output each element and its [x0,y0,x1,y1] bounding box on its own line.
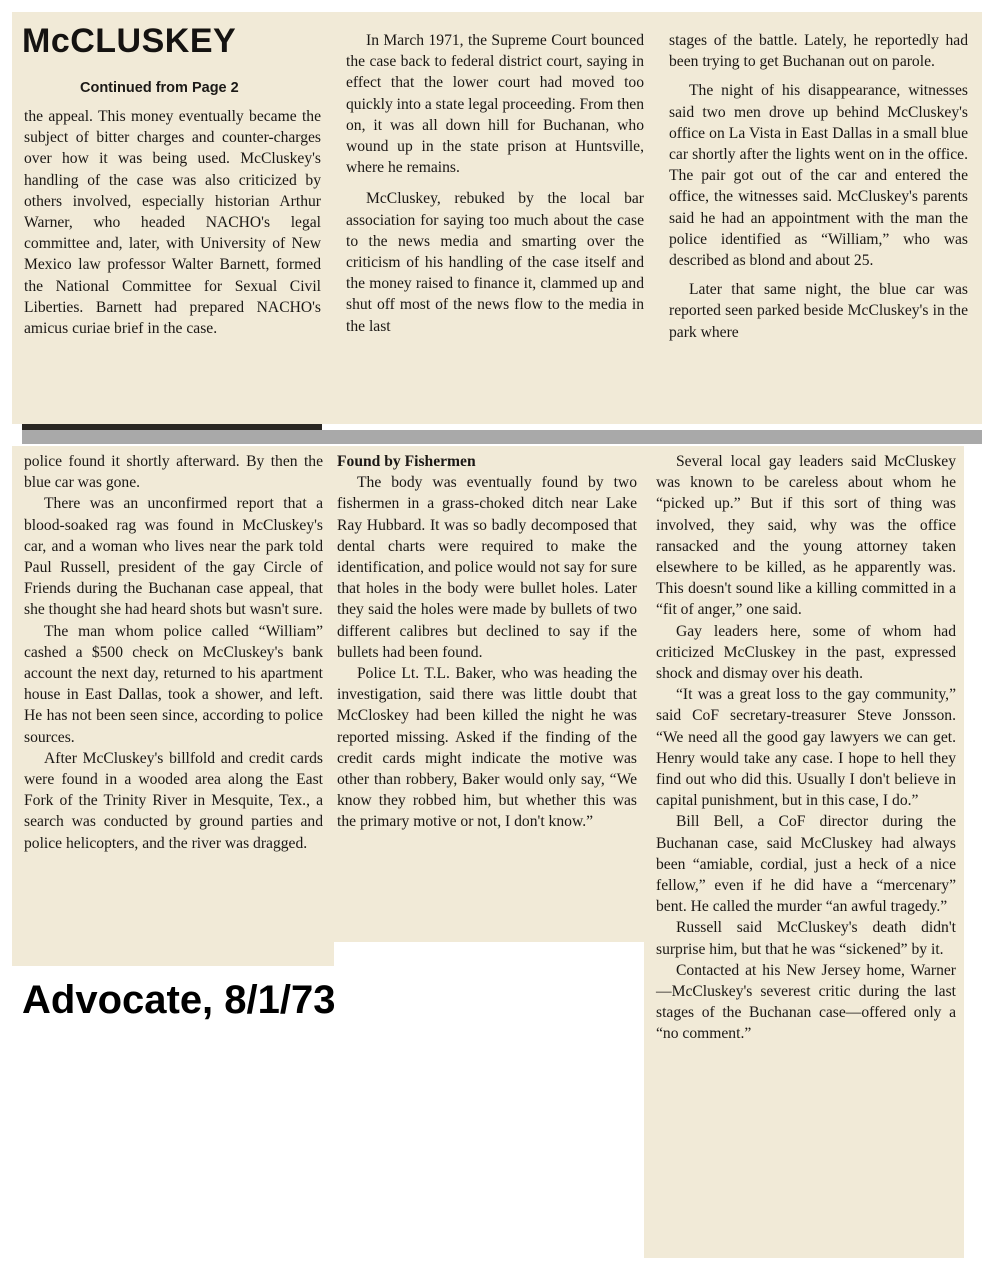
bottom-column-1 [24,451,323,854]
top-column-3 [669,30,968,343]
paragraph: Russell said McCluskey's death didn't surprise him, but that he was “sickened” by it. [656,919,956,958]
paragraph: Bill Bell, a CoF director during the Buchanan case, said McCluskey had always been “amiable, cordial, just a heck of a nice fellow,” even if he did have a “mercenary” bent. He called the murder “an awful tragedy.” [656,813,956,916]
paragraph: McCluskey, rebuked by the local bar association for saying too much about the case to the news media and smarting over the criticism of his handling of the case itself and the money raised to finance it, clammed up and shut off most of the news flow to the media in the last [346,190,644,335]
paragraph: stages of the battle. Lately, he reportedly had been trying to get Buchanan out on parole. [669,32,968,71]
divider-bar [22,430,982,444]
paragraph: There was an unconfirmed report that a blood-soaked rag was found in McCluskey's car, and a woman who lives near the park told Paul Russell, president of the gay Circle of Friends during the Buchanan case appeal, that she thought she had heard shots but wasn't sure. [24,495,323,619]
paragraph: Contacted at his New Jersey home, Warner—McCluskey's severest critic during the last stages of the Buchanan case—offered only a “no comment.” [656,961,956,1043]
paragraph: Police Lt. T.L. Baker, who was heading the investigation, said there was little doubt that McCloskey had been killed the night he was reported missing. Asked if the finding of the credit cards might indicate the motive was other than robbery, Baker would only say, “We know they robbed him, but whether this was the primary motive or not, I don't know.” [337,665,637,831]
paragraph: Several local gay leaders said McCluskey was known to be careless about whom he “picked up.” But if this sort of thing was involved, they said, why was the office ransacked and the young attorney taken elsewhere to be killed, as he apparently was. This doesn't sound like a killing committed in a “fit of anger,” one said. [656,453,956,619]
paragraph: The night of his disappearance, witnesses said two men drove up behind McCluskey's office on La Vista in East Dallas in a small blue car shortly after the lights went on in the office. The pair got out of the car and entered the office, the witnesses said. McCluskey's parents said he had an appointment with the man the police identified as “William,” who was described as blond and about 25. [669,82,968,270]
paragraph: The body was eventually found by two fishermen in a grass-choked ditch near Lake Ray Hubbard. It was so badly decomposed that dental charts were required to make the identification, and police would not say for sure that holes in the body were bullet holes. Later they said the holes were made by bullets of two different calibres but declined to say if the bullets had been found. [337,474,637,661]
source-caption: Advocate, 8/1/73 [22,978,336,1022]
continued-from-label: Continued from Page 2 [80,80,239,96]
top-column-2 [346,30,644,337]
bottom-column-3 [656,451,956,1045]
paragraph: After McCluskey's billfold and credit cards were found in a wooded area along the East Fork of the Trinity River in Mesquite, Tex., a search was conducted by ground parties and police helicopters, and the river was dragged. [24,749,323,852]
paragraph: Later that same night, the blue car was reported seen parked beside McCluskey's in the park where [669,281,968,341]
paragraph: In March 1971, the Supreme Court bounced the case back to federal district court, saying in effect that the lower court had moved too quickly into a state legal proceeding. From then on, it was all down hill for Buchanan, who wound up in the state prison at Huntsville, where he remains. [346,32,644,177]
paragraph: police found it shortly afterward. By then the blue car was gone. [24,453,323,492]
bottom-column-2 [337,451,637,833]
top-column-1 [24,106,321,339]
section-subhead: Found by Fishermen [337,453,476,470]
paragraph: Gay leaders here, some of whom had criticized McCluskey in the past, expressed shock and dismay over his death. [656,622,956,683]
paragraph: the appeal. This money eventually became the subject of bitter charges and counter-charges over how it was being used. McCluskey's handling of the case was also criticized by others involved, especially historian Arthur Warner, who headed NACHO's legal committee and, later, with University of New Mexico law professor Walter Barnett, formed the National Committee for Sexual Civil Liberties. Barnett had prepared NACHO's amicus curiae brief in the case. [24,108,321,338]
paragraph: The man whom police called “William” cashed a $500 check on McCluskey's bank account the next day, returned to his apartment house in East Dallas, took a shower, and left. He has not been seen since, according to police sources. [24,622,323,746]
paragraph: “It was a great loss to the gay community,” said CoF secretary-treasurer Steve Jonsson. “We need all the good gay lawyers we can get. Henry would take any case. I hope to hell they find out who did this. Usually I don't believe in capital punishment, but in this case, I do.” [656,686,956,810]
article-headline: McCLUSKEY [22,22,237,60]
